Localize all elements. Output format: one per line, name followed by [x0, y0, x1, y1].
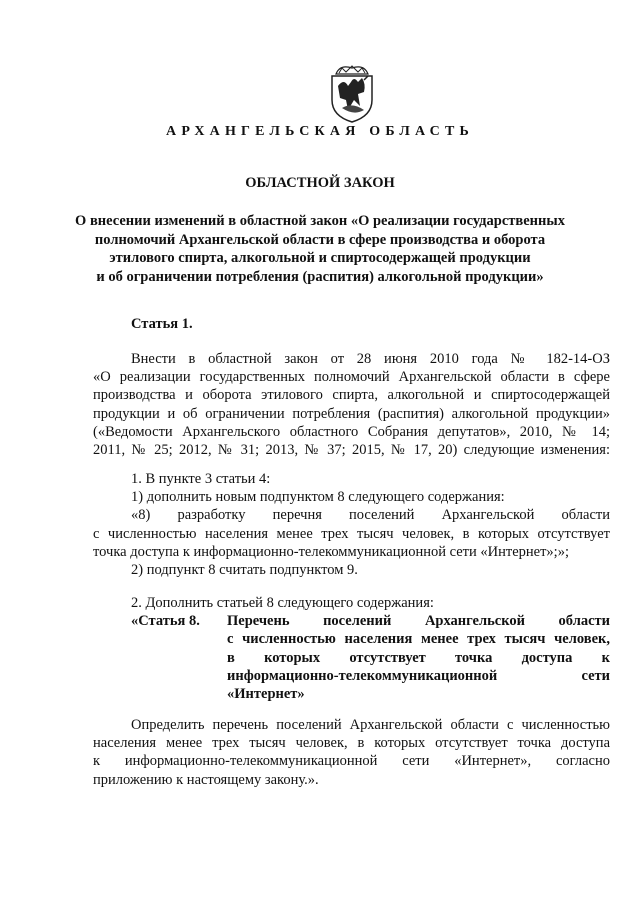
- law-title-line: этилового спирта, алкогольной и спиртосодержащей продукции: [109, 250, 531, 267]
- paragraph-line: населения менее трех тысяч человек, в которых отсутствует точка доступа: [93, 735, 610, 752]
- article-8-number: «Статья 8.: [131, 613, 200, 630]
- title-line: с численностью населения менее трех тысяч человек,: [227, 631, 610, 648]
- paragraph-line: производства и оборота этилового спирта, алкогольной и спиртосодержащей: [93, 387, 610, 404]
- paragraph-line: 2) подпункт 8 считать подпунктом 9.: [131, 562, 358, 579]
- law-title-line: О внесении изменений в областной закон «О реализации государственных: [75, 213, 565, 229]
- paragraph-line: «8) разработку перечня поселений Архангельской области: [131, 507, 610, 524]
- article-1-intro: [93, 350, 610, 459]
- paragraph-line: Определить перечень поселений Архангельской области с численностью: [131, 717, 610, 733]
- paragraph-line: к информационно-телекоммуникационной сети «Интернет», согласно: [93, 753, 610, 770]
- article-8-heading: [93, 612, 610, 703]
- paragraph-line: «О реализации государственных полномочий Архангельской области в сфере: [93, 369, 610, 386]
- law-title-line: и об ограничении потребления (распития) алкогольной продукции»: [96, 269, 544, 286]
- amendment-item-1: [93, 470, 610, 579]
- paragraph-line: («Ведомости Архангельского областного Собрания депутатов», 2010, № 14;: [93, 423, 610, 440]
- title-line: «Интернет»: [227, 686, 305, 703]
- region-name: АРХАНГЕЛЬСКАЯ ОБЛАСТЬ: [166, 124, 474, 139]
- article-8-title: [227, 612, 610, 703]
- law-type: ОБЛАСТНОЙ ЗАКОН: [245, 175, 395, 191]
- paragraph-line: 1) дополнить новым подпунктом 8 следующего содержания:: [131, 489, 505, 506]
- title-line: в которых отсутствует точка доступа к: [227, 649, 610, 666]
- law-title: [60, 212, 580, 287]
- law-title-line: полномочий Архангельской области в сфере производства и оборота: [94, 231, 546, 248]
- paragraph-line: 2. Дополнить статьей 8 следующего содержания:: [131, 595, 434, 611]
- amendment-item-2: [93, 594, 610, 703]
- title-line: информационно-телекоммуникационной сети: [227, 667, 610, 684]
- paragraph-line: точка доступа к информационно-телекоммуникационной сети «Интернет»;»;: [93, 543, 569, 560]
- paragraph-line: приложению к настоящему закону.».: [93, 771, 319, 788]
- paragraph-line: продукции и об ограничении потребления (распития) алкогольной продукции»: [93, 405, 610, 422]
- title-line: Перечень поселений Архангельской области: [227, 613, 610, 630]
- coat-of-arms-icon: [324, 62, 380, 124]
- paragraph-line: с численностью населения менее трех тысяч человек, в которых отсутствует: [93, 525, 610, 542]
- paragraph-line: Внести в областной закон от 28 июня 2010 года № 182-14-ОЗ: [131, 351, 610, 367]
- paragraph-line: 1. В пункте 3 статьи 4:: [131, 471, 271, 487]
- paragraph-line: 2011, № 25; 2012, № 31; 2013, № 37; 2015, № 17, 20) следующие изменения:: [93, 442, 610, 459]
- article-8-body: [93, 716, 610, 789]
- article-1-heading: Статья 1.: [131, 316, 193, 332]
